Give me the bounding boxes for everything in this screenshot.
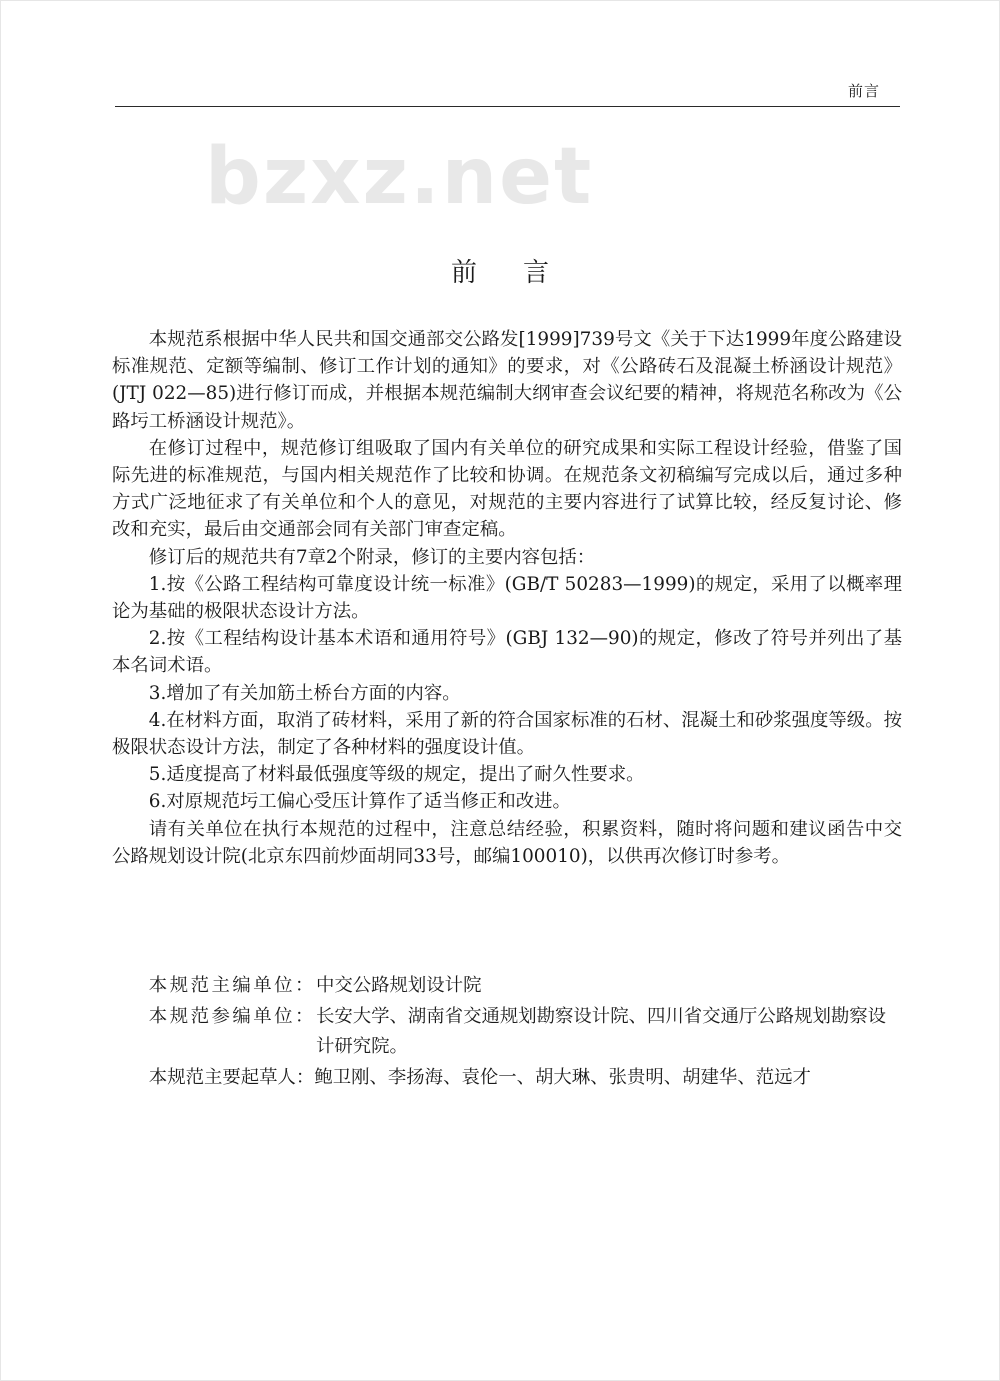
watermark: bzxz.net	[205, 132, 594, 222]
preface-body	[112, 326, 902, 870]
list-item-1: 1.按《公路工程结构可靠度设计统一标准》(GB/T 50283—1999)的规定，采用了以概率理论为基础的极限状态设计方法。	[112, 573, 902, 623]
paragraph-feedback-request: 请有关单位在执行本规范的过程中，注意总结经验，积累资料，随时将问题和建议函告中交公路规划设计院(北京东四前炒面胡同33号，邮编100010)，以供再次修订时参考。	[112, 818, 902, 867]
credit-drafters	[112, 1063, 902, 1094]
paragraph-contents-intro: 修订后的规范共有7章2个附录，修订的主要内容包括：	[148, 546, 596, 568]
credit-chief-editor	[112, 971, 902, 1002]
list-item-2: 2.按《工程结构设计基本术语和通用符号》(GBJ 132—90)的规定，修改了符号并列出了基本名词术语。	[112, 628, 902, 677]
credit-value: 中交公路规划设计院	[315, 975, 482, 996]
credits-block	[112, 971, 902, 1093]
list-item-5: 5.适度提高了材料最低强度等级的规定，提出了耐久性要求。	[148, 764, 645, 786]
credit-participating-editors	[112, 1002, 902, 1063]
list-item-3: 3.增加了有关加筋土桥台方面的内容。	[148, 682, 461, 704]
page-title: 前言	[450, 258, 595, 288]
list-item-4: 4.在材料方面，取消了砖材料，采用了新的符合国家标准的石材、混凝土和砂浆强度等级。按极限状态设计方法，制定了各种材料的强度设计值。	[112, 709, 902, 759]
list-item-6: 6.对原规范圬工偏心受压计算作了适当修正和改进。	[148, 791, 571, 813]
credit-label: 本规范主编单位：	[148, 975, 316, 996]
credit-label: 本规范参编单位：	[148, 1005, 316, 1027]
running-header-title: 前言	[847, 82, 880, 100]
paragraph-basis: 本规范系根据中华人民共和国交通部交公路发[1999]739号文《关于下达1999年度公路建设标准规范、定额等编制、修订工作计划的通知》的要求，对《公路砖石及混凝土桥涵设计规范》(JTJ 022—85)进行修订而成，并根据本规范编制大纲审查会议纪要的精神，将规范名称改为《公路圬工桥涵设计规范》。	[112, 329, 902, 432]
credit-value: 鲍卫刚、李扬海、袁伦一、胡大琳、张贵明、胡建华、范远才	[314, 1066, 811, 1088]
paragraph-revision-process: 在修订过程中，规范修订组吸取了国内有关单位的研究成果和实际工程设计经验，借鉴了国际先进的标准规范，与国内相关规范作了比较和协调。在规范条文初稿编写完成以后，通过多种方式广泛地征求了有关单位和个人的意见，对规范的主要内容进行了试算比较，经反复讨论、修改和充实，最后由交通部会同有关部门审查定稿。	[112, 437, 902, 541]
running-header	[115, 76, 900, 107]
credit-label: 本规范主要起草人：	[148, 1066, 315, 1088]
credit-value: 长安大学、湖南省交通规划勘察设计院、四川省交通厅公路规划勘察设计研究院。	[315, 1005, 887, 1057]
